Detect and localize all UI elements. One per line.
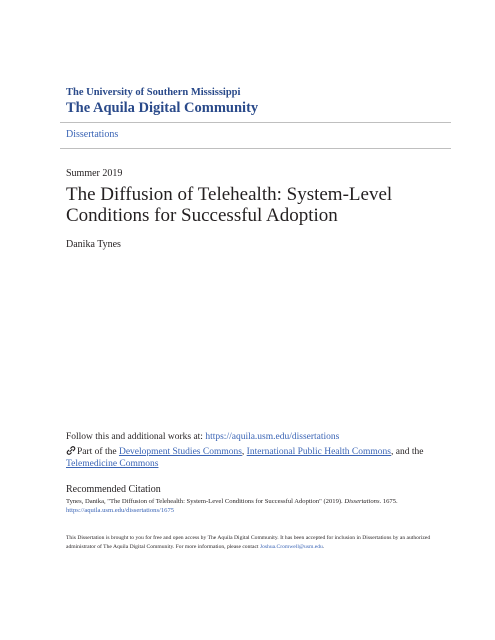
part-of-prefix: Part of the bbox=[77, 447, 119, 457]
telemedicine-commons-link[interactable]: Telemedicine Commons bbox=[66, 459, 159, 469]
recommended-citation-heading: Recommended Citation bbox=[66, 484, 161, 495]
notice-end: . bbox=[322, 543, 325, 550]
development-studies-commons-link[interactable]: Development Studies Commons bbox=[118, 447, 242, 457]
contact-email-link[interactable]: Joshua.Cromwell@usm.edu bbox=[259, 543, 323, 550]
top-divider bbox=[60, 122, 451, 123]
citation-text: Tynes, Danika, "The Diffusion of Telehealth: System-Level Conditions for Successful Adoption" (2019). bbox=[66, 498, 345, 505]
series-divider bbox=[60, 148, 451, 149]
citation-block bbox=[66, 497, 451, 515]
citation-number: . 1675. bbox=[379, 498, 398, 505]
chain-link-icon bbox=[66, 446, 76, 455]
part-of-separator-2: , and the bbox=[391, 447, 424, 457]
access-notice bbox=[66, 534, 451, 551]
part-of-separator-1: , bbox=[241, 447, 247, 457]
follow-prefix: Follow this and additional works at: bbox=[66, 432, 206, 442]
university-name: The University of Southern Mississippi bbox=[66, 87, 241, 98]
author-name: Danika Tynes bbox=[66, 239, 121, 250]
publication-season: Summer 2019 bbox=[66, 168, 123, 179]
part-of-line bbox=[66, 446, 451, 470]
notice-text: This Dissertation is brought to you for free and open access by The Aquila Digital Community. It has been accepted for inclusion in Dissertations by an authorized administrator of The Aquila Digital Community. For more information, please contact bbox=[66, 535, 431, 550]
repository-name: The Aquila Digital Community bbox=[66, 100, 259, 116]
series-link[interactable]: Dissertations bbox=[66, 129, 119, 140]
dissertations-url-link[interactable]: https://aquila.usm.edu/dissertations bbox=[205, 432, 340, 442]
citation-series: Dissertations bbox=[344, 498, 380, 505]
citation-url-link[interactable]: https://aquila.usm.edu/dissertations/1675 bbox=[66, 507, 175, 514]
follow-line bbox=[66, 432, 339, 442]
document-title: The Diffusion of Telehealth: System-Level Conditions for Successful Adoption bbox=[66, 184, 393, 226]
international-public-health-commons-link[interactable]: International Public Health Commons bbox=[246, 447, 391, 457]
